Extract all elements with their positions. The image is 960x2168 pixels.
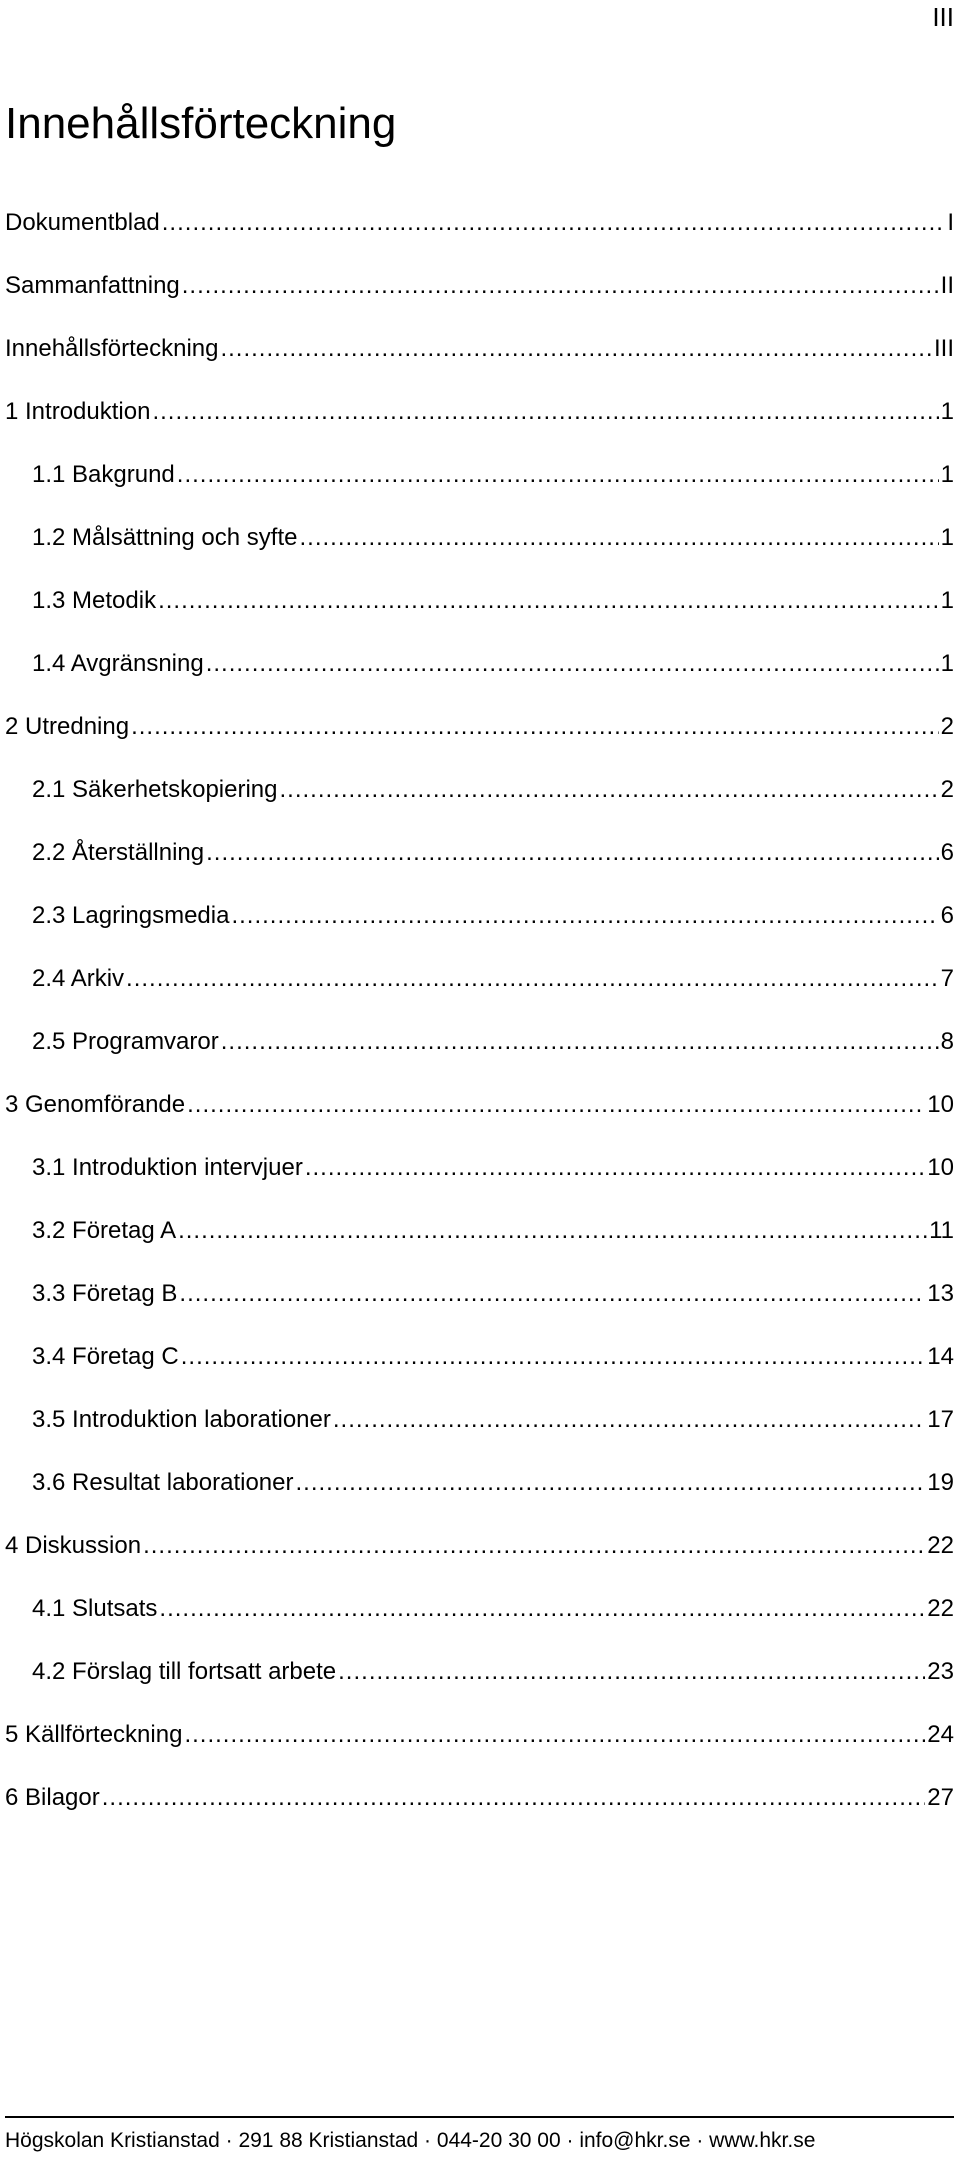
toc-entry-label: 1 Introduktion (5, 398, 151, 425)
toc-entry-page-number: 11 (929, 1217, 954, 1244)
toc-dot-leader (162, 208, 946, 238)
footer-rule (5, 2116, 954, 2118)
toc-dot-leader (206, 649, 939, 679)
toc-dot-leader (159, 1594, 925, 1624)
footer-text: Högskolan Kristianstad · 291 88 Kristianstad · 044-20 30 00 · info@hkr.se · www.hkr.se (5, 2129, 816, 2152)
toc-entry-label: Innehållsförteckning (5, 335, 219, 362)
toc-dot-leader (296, 1468, 926, 1498)
toc-entry-page-number: III (933, 335, 954, 362)
page-number: III (932, 2, 954, 32)
toc-entry[interactable] (5, 334, 954, 397)
toc-entry-label: 2.4 Arkiv (32, 965, 125, 992)
toc-entry-page-number: 24 (927, 1721, 954, 1748)
toc-entry[interactable] (5, 523, 954, 586)
toc-entry[interactable] (5, 1531, 954, 1594)
toc-dot-leader (131, 712, 939, 742)
toc-dot-leader (231, 901, 938, 931)
toc-entry[interactable] (5, 271, 954, 334)
toc-entry-page-number: 17 (927, 1406, 954, 1433)
toc-entry-page-number: II (940, 272, 954, 299)
table-of-contents (5, 208, 954, 1846)
toc-entry[interactable] (5, 1405, 954, 1468)
toc-entry[interactable] (5, 838, 954, 901)
toc-entry[interactable] (5, 1468, 954, 1531)
toc-entry-label: 3.1 Introduktion intervjuer (32, 1154, 303, 1181)
toc-entry-label: 5 Källförteckning (5, 1721, 183, 1748)
toc-dot-leader (178, 1216, 927, 1246)
toc-entry-label: Dokumentblad (5, 209, 160, 236)
toc-entry-label: 3.3 Företag B (32, 1280, 178, 1307)
toc-entry[interactable] (5, 208, 954, 271)
toc-dot-leader (221, 1027, 939, 1057)
toc-dot-leader (181, 1342, 926, 1372)
toc-entry-label: 1.4 Avgränsning (32, 650, 204, 677)
toc-entry-label: 3.6 Resultat laborationer (32, 1469, 294, 1496)
toc-dot-leader (184, 1720, 925, 1750)
toc-entry[interactable] (5, 1657, 954, 1720)
footer (5, 2116, 954, 2168)
toc-entry[interactable] (5, 712, 954, 775)
toc-dot-leader (206, 838, 939, 868)
toc-entry-label: Sammanfattning (5, 272, 180, 299)
toc-entry-page-number: 1 (940, 461, 954, 488)
toc-entry-page-number: 22 (927, 1595, 954, 1622)
toc-entry-page-number: 2 (940, 776, 954, 803)
toc-entry-page-number: 1 (940, 398, 954, 425)
toc-entry-label: 1.2 Målsättning och syfte (32, 524, 298, 551)
toc-entry-label: 2 Utredning (5, 713, 130, 740)
toc-entry-label: 1.1 Bakgrund (32, 461, 175, 488)
toc-dot-leader (179, 1279, 925, 1309)
toc-entry-page-number: 23 (927, 1658, 954, 1685)
toc-entry-page-number: 1 (940, 524, 954, 551)
toc-entry[interactable] (5, 1153, 954, 1216)
toc-entry-page-number: 7 (940, 965, 954, 992)
toc-entry-label: 6 Bilagor (5, 1784, 100, 1811)
toc-entry[interactable] (5, 1720, 954, 1783)
toc-entry-label: 4.1 Slutsats (32, 1595, 158, 1622)
toc-entry-page-number: 10 (927, 1091, 954, 1118)
toc-dot-leader (102, 1783, 926, 1813)
toc-entry[interactable] (5, 1279, 954, 1342)
toc-dot-leader (158, 586, 939, 616)
toc-entry[interactable] (5, 649, 954, 712)
toc-entry-page-number: 1 (940, 587, 954, 614)
toc-dot-leader (279, 775, 938, 805)
toc-entry-page-number: 14 (927, 1343, 954, 1370)
toc-entry[interactable] (5, 1342, 954, 1405)
toc-dot-leader (182, 271, 939, 301)
toc-dot-leader (299, 523, 938, 553)
toc-dot-leader (338, 1657, 925, 1687)
toc-dot-leader (305, 1153, 925, 1183)
toc-entry-page-number: I (947, 209, 954, 236)
toc-dot-leader (152, 397, 938, 427)
toc-entry-page-number: 13 (927, 1280, 954, 1307)
toc-dot-leader (333, 1405, 925, 1435)
toc-entry-page-number: 22 (927, 1532, 954, 1559)
toc-entry-label: 3 Genomförande (5, 1091, 186, 1118)
toc-entry[interactable] (5, 460, 954, 523)
toc-entry-page-number: 6 (940, 839, 954, 866)
toc-entry-page-number: 10 (927, 1154, 954, 1181)
toc-entry-label: 2.5 Programvaror (32, 1028, 219, 1055)
toc-entry-page-number: 2 (940, 713, 954, 740)
toc-dot-leader (143, 1531, 925, 1561)
toc-entry-label: 3.2 Företag A (32, 1217, 177, 1244)
toc-entry[interactable] (5, 586, 954, 649)
toc-entry-label: 1.3 Metodik (32, 587, 157, 614)
toc-entry-page-number: 1 (940, 650, 954, 677)
toc-entry[interactable] (5, 1027, 954, 1090)
toc-entry-page-number: 6 (940, 902, 954, 929)
toc-entry-page-number: 8 (940, 1028, 954, 1055)
toc-entry[interactable] (5, 397, 954, 460)
toc-entry-page-number: 27 (927, 1784, 954, 1811)
toc-entry-label: 2.1 Säkerhetskopiering (32, 776, 278, 803)
toc-dot-leader (220, 334, 932, 364)
toc-entry-page-number: 19 (927, 1469, 954, 1496)
toc-entry[interactable] (5, 901, 954, 964)
toc-entry[interactable] (5, 1216, 954, 1279)
toc-dot-leader (187, 1090, 925, 1120)
toc-entry[interactable] (5, 964, 954, 1027)
document-title: Innehållsförteckning (5, 99, 397, 148)
toc-entry-label: 4 Diskussion (5, 1532, 142, 1559)
toc-entry[interactable] (5, 775, 954, 838)
toc-entry-label: 4.2 Förslag till fortsatt arbete (32, 1658, 337, 1685)
toc-entry[interactable] (5, 1783, 954, 1846)
toc-entry-label: 3.4 Företag C (32, 1343, 179, 1370)
toc-entry-label: 2.3 Lagringsmedia (32, 902, 230, 929)
toc-dot-leader (177, 460, 939, 490)
toc-entry[interactable] (5, 1090, 954, 1153)
toc-entry-label: 2.2 Återställning (32, 839, 205, 866)
toc-dot-leader (126, 964, 939, 994)
toc-entry-label: 3.5 Introduktion laborationer (32, 1406, 331, 1433)
toc-entry[interactable] (5, 1594, 954, 1657)
